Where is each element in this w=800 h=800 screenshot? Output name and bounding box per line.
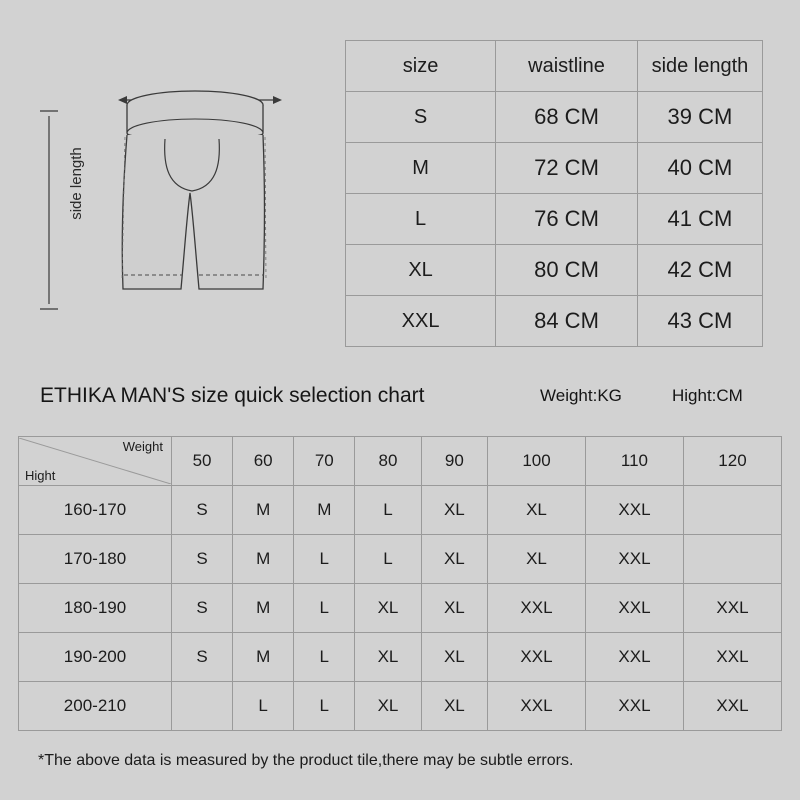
cell-size: XXL (488, 633, 586, 682)
cell-size: XL (421, 584, 487, 633)
cell-size: XXL (585, 633, 683, 682)
cell-size: XL (421, 682, 487, 731)
top-section (0, 0, 800, 370)
chart-title-row (0, 372, 800, 418)
cell-size: XL (421, 486, 487, 535)
boxer-brief-illustration (95, 75, 295, 325)
cell-size: XXL (683, 584, 781, 633)
cell-size: XXL (683, 633, 781, 682)
cell-size: L (294, 584, 355, 633)
hight-unit-label: Hight:CM (672, 386, 743, 405)
table-row (346, 245, 763, 296)
cell-side-length: 42 CM (637, 245, 762, 296)
cell-size: XL (355, 682, 421, 731)
cell-size: XL (355, 584, 421, 633)
corner-hight-label: Hight (25, 468, 56, 483)
cell-size: XXL (585, 486, 683, 535)
cell-size (683, 486, 781, 535)
table-row (19, 633, 782, 682)
cell-size: S (172, 633, 233, 682)
cell-size: XXL (683, 682, 781, 731)
size-table (345, 40, 763, 347)
cell-size (683, 535, 781, 584)
table-row (346, 143, 763, 194)
cell-size: L (346, 194, 496, 245)
quick-selection-section (0, 372, 800, 769)
cell-size: L (294, 633, 355, 682)
row-header-height: 160-170 (19, 486, 172, 535)
cell-size: M (294, 486, 355, 535)
cell-size: S (172, 584, 233, 633)
table-row (346, 296, 763, 347)
header-side-length: side length (637, 41, 762, 92)
cell-waistline: 72 CM (496, 143, 638, 194)
cell-side-length: 39 CM (637, 92, 762, 143)
header-weight-120: 120 (683, 437, 781, 486)
cell-waistline: 80 CM (496, 245, 638, 296)
cell-size: XXL (585, 535, 683, 584)
cell-side-length: 43 CM (637, 296, 762, 347)
cell-size: L (355, 486, 421, 535)
table-row (19, 584, 782, 633)
cell-side-length: 41 CM (637, 194, 762, 245)
cell-size: L (233, 682, 294, 731)
header-weight-60: 60 (233, 437, 294, 486)
cell-size: S (172, 535, 233, 584)
row-header-height: 200-210 (19, 682, 172, 731)
cell-size: M (233, 584, 294, 633)
header-waistline: waistline (496, 41, 638, 92)
side-length-arrow-icon (40, 110, 58, 310)
header-weight-80: 80 (355, 437, 421, 486)
cell-size: XL (355, 633, 421, 682)
corner-header (19, 437, 172, 486)
cell-size: XL (421, 535, 487, 584)
cell-size: M (346, 143, 496, 194)
cell-size: L (294, 682, 355, 731)
weight-unit-label: Weight:KG (540, 386, 622, 405)
quick-header-row (19, 437, 782, 486)
footnote-text: *The above data is measured by the product tile,there may be subtle errors. (38, 752, 574, 769)
cell-size: XL (421, 633, 487, 682)
cell-size: M (233, 633, 294, 682)
cell-size: M (233, 535, 294, 584)
header-weight-100: 100 (488, 437, 586, 486)
quick-table-container (18, 436, 782, 731)
table-header-row (346, 41, 763, 92)
cell-size: S (172, 486, 233, 535)
cell-size: XL (488, 486, 586, 535)
cell-size: XXL (346, 296, 496, 347)
cell-side-length: 40 CM (637, 143, 762, 194)
size-table-container (345, 40, 763, 347)
cell-waistline: 84 CM (496, 296, 638, 347)
side-length-label: side length (67, 147, 85, 220)
header-size: size (346, 41, 496, 92)
corner-weight-label: Weight (122, 439, 163, 454)
cell-size: M (233, 486, 294, 535)
cell-size: L (355, 535, 421, 584)
table-row (19, 682, 782, 731)
cell-size: XXL (488, 682, 586, 731)
table-row (346, 194, 763, 245)
header-weight-50: 50 (172, 437, 233, 486)
row-header-height: 180-190 (19, 584, 172, 633)
cell-waistline: 68 CM (496, 92, 638, 143)
cell-size: XXL (585, 584, 683, 633)
page-title: ETHIKA MAN'S size quick selection chart (40, 384, 425, 407)
cell-size: XXL (585, 682, 683, 731)
cell-size: L (294, 535, 355, 584)
table-row (19, 486, 782, 535)
garment-diagram (0, 0, 340, 370)
table-row (346, 92, 763, 143)
header-weight-70: 70 (294, 437, 355, 486)
cell-waistline: 76 CM (496, 194, 638, 245)
cell-size (172, 682, 233, 731)
header-weight-90: 90 (421, 437, 487, 486)
cell-size: XXL (488, 584, 586, 633)
cell-size: XL (346, 245, 496, 296)
row-header-height: 190-200 (19, 633, 172, 682)
header-weight-110: 110 (585, 437, 683, 486)
cell-size: XL (488, 535, 586, 584)
quick-selection-table (18, 436, 782, 731)
row-header-height: 170-180 (19, 535, 172, 584)
cell-size: S (346, 92, 496, 143)
table-row (19, 535, 782, 584)
